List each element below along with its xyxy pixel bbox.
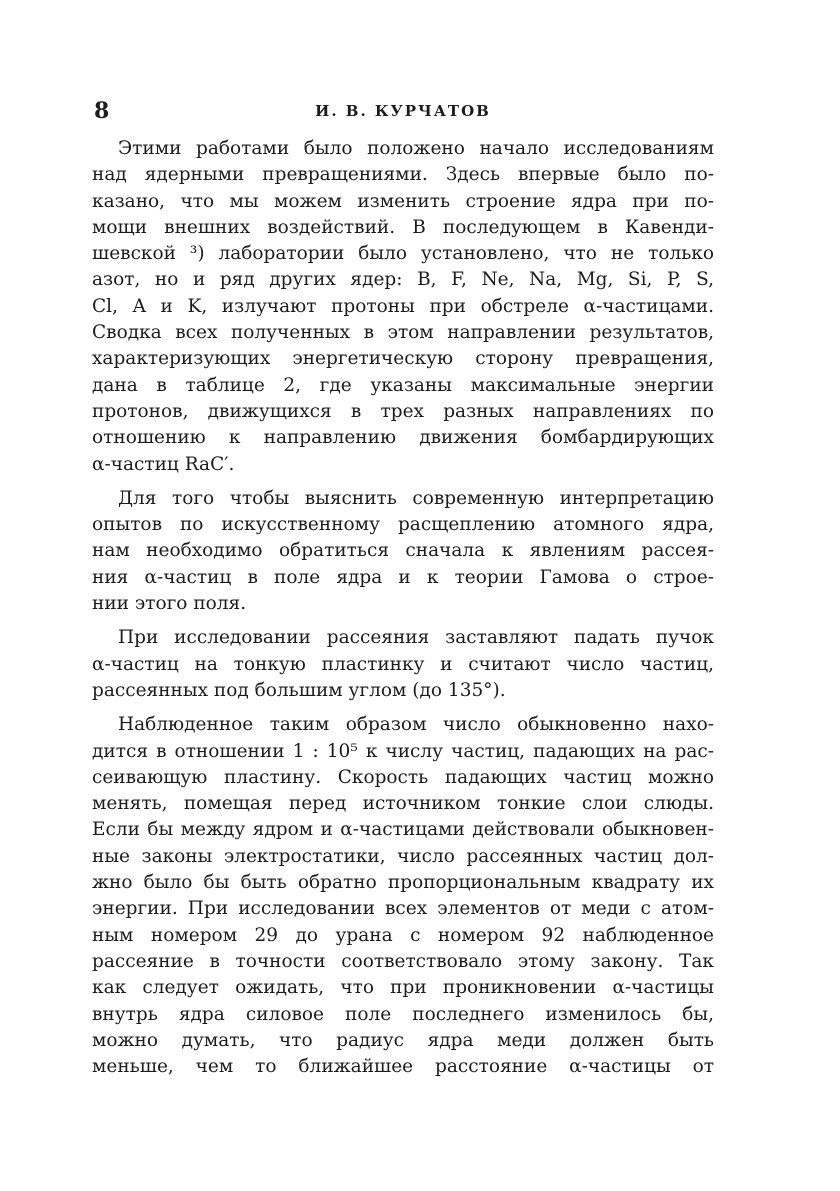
text-line: Этими работами было положено начало исследованиям — [118, 138, 714, 159]
text-line: меньше, чем то ближайшее расстояние α-частицы от — [92, 1056, 714, 1078]
running-head — [94, 98, 712, 126]
text-line: Сводка всех полученных в этом направлении результатов, — [92, 322, 714, 344]
text-line: азот, но и ряд других ядер: B, F, Ne, Na, Mg, Si, P, S, — [92, 269, 714, 291]
paragraph-3 — [92, 625, 714, 704]
text-line: менять, помещая перед источником тонкие слои слюды. — [92, 793, 714, 815]
paragraph-4 — [92, 712, 714, 1080]
text-line: жно было бы быть обратно пропорциональным квадрату их — [92, 872, 714, 894]
text-line: над ядерными превращениями. Здесь впервые было по- — [92, 164, 714, 186]
running-head-author: И. В. КУРЧАТОВ — [315, 102, 491, 120]
text-line: α-частиц на тонкую пластинку и считают число частиц, — [92, 653, 714, 675]
text-line: ным номером 29 до урана с номером 92 наблюденное — [92, 924, 714, 946]
text-line: ные законы электростатики, число рассеянных частиц дол- — [92, 845, 714, 867]
text-line: нии этого поля. — [92, 593, 247, 615]
text-line: мощи внешних воздействий. В последующем в Кавенди- — [92, 216, 714, 238]
text-line: дится в отношении 1 : 10⁵ к числу частиц, падающих на рас- — [92, 740, 714, 762]
text-line: рассеяние в точности соответствовало этому закону. Так — [92, 950, 714, 972]
text-line: казано, что мы можем изменить строение ядра при по- — [92, 190, 714, 212]
text-line: отношению к направлению движения бомбардирующих — [92, 427, 714, 449]
text-line: внутрь ядра силовое поле последнего изменилось бы, — [92, 1003, 714, 1025]
text-line: сеивающую пластину. Скорость падающих частиц можно — [92, 766, 714, 788]
text-line: как следует ожидать, что при проникновении α-частицы — [92, 977, 714, 999]
body-text — [92, 136, 714, 1088]
text-line: Если бы между ядром и α-частицами действовали обыкновен- — [92, 819, 714, 841]
text-line: характеризующих энергетическую сторону превращения, — [92, 348, 714, 370]
paragraph-2 — [92, 486, 714, 617]
text-line: Наблюденное таким образом число обыкновенно нахо- — [118, 714, 714, 736]
text-line: протонов, движущихся в трех разных направлениях по — [92, 400, 714, 422]
text-line: ния α-частиц в поле ядра и к теории Гамова о строе- — [92, 566, 714, 588]
text-line: Cl, A и K, излучают протоны при обстреле α-частицами. — [92, 295, 714, 317]
text-line: Для того чтобы выяснить современную интерпретацию — [118, 487, 714, 509]
text-line: энергии. При исследовании всех элементов от меди с атом- — [92, 898, 714, 920]
text-line: α-частиц RaC′. — [92, 453, 235, 475]
text-line: нам необходимо обратиться сначала к явлениям рассея- — [92, 540, 714, 562]
text-line: дана в таблице 2, где указаны максимальные энергии — [92, 374, 714, 396]
text-line: опытов по искусственному расщеплению атомного ядра, — [92, 514, 714, 536]
text-line: При исследовании рассеяния заставляют падать пучок — [118, 627, 714, 649]
paragraph-1 — [92, 136, 714, 478]
text-line: шевской ³) лаборатории было установлено, что не только — [92, 243, 714, 265]
page-number: 8 — [94, 98, 110, 124]
text-line: можно думать, что радиус ядра меди должен быть — [92, 1029, 714, 1051]
text-line: рассеянных под большим углом (до 135°). — [92, 679, 506, 701]
